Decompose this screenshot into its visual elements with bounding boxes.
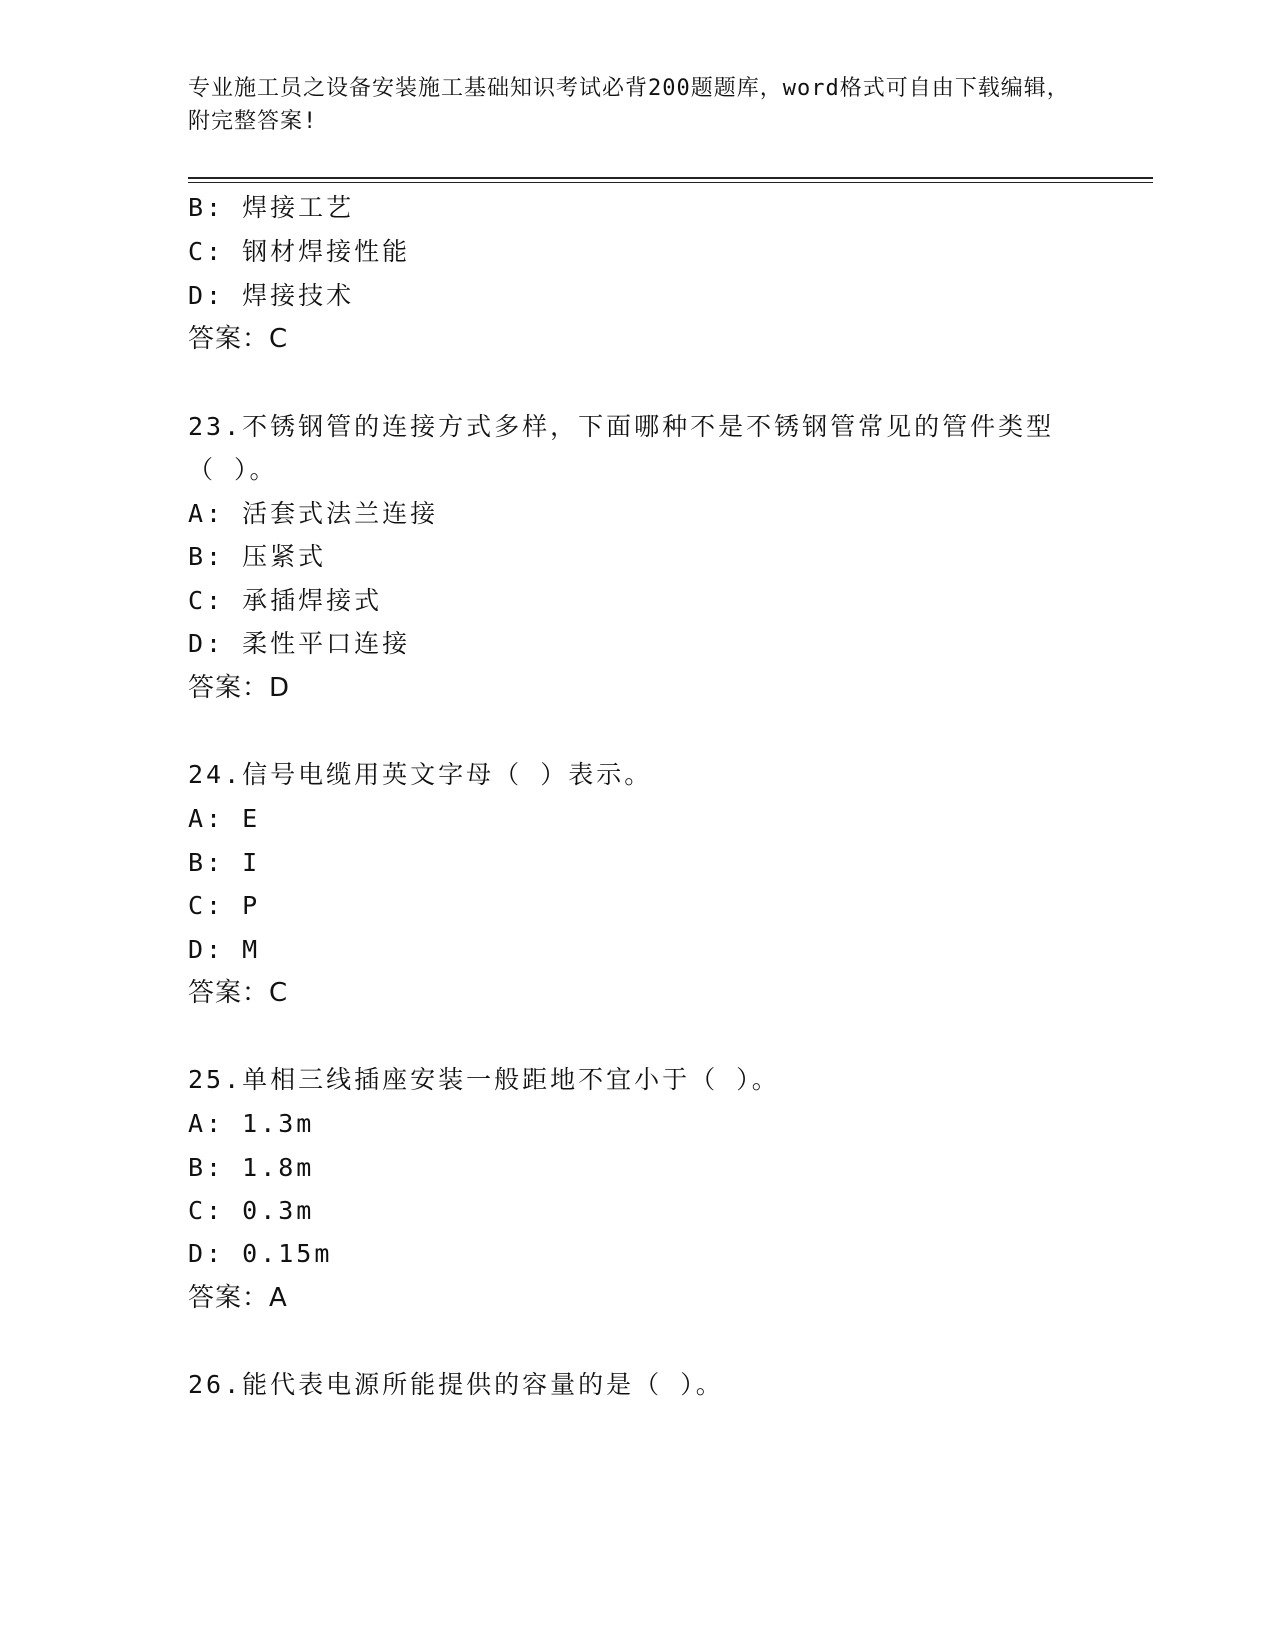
q25-option-a: A: 1.3m <box>188 1109 315 1138</box>
q24-option-a: A: E <box>188 804 261 833</box>
q23-question-cont: （ ）。 <box>188 455 278 484</box>
q24-option-d: D: M <box>188 935 261 964</box>
document-header: 专业施工员之设备安装施工基础知识考试必背200题题库，word格式可自由下载编辑，附完整答案! <box>188 76 1070 134</box>
q26-question: 26.能代表电源所能提供的容量的是（ ）。 <box>188 1370 724 1399</box>
q25-option-d: D: 0.15m <box>188 1239 333 1268</box>
q22-option-d: D: 焊接技术 <box>188 281 355 310</box>
header-divider-thin <box>188 182 1153 183</box>
q24-question: 24.信号电缆用英文字母（ ）表示。 <box>188 760 653 789</box>
q23-answer: 答案：D <box>188 673 291 703</box>
q25-answer: 答案：A <box>188 1283 288 1313</box>
q23-option-b: B: 压紧式 <box>188 542 327 571</box>
q25-option-b: B: 1.8m <box>188 1153 315 1182</box>
q24-answer: 答案：C <box>188 978 289 1008</box>
q22-option-b: B: 焊接工艺 <box>188 193 355 222</box>
q22-option-c: C: 钢材焊接性能 <box>188 237 411 266</box>
q25-question: 25.单相三线插座安装一般距地不宜小于（ ）。 <box>188 1065 780 1094</box>
header-divider-thick <box>188 177 1153 179</box>
q24-option-b: B: I <box>188 848 261 877</box>
q23-question: 23.不锈钢管的连接方式多样，下面哪种不是不锈钢管常见的管件类型 <box>188 412 1055 441</box>
q25-option-c: C: 0.3m <box>188 1196 315 1225</box>
q23-option-a: A: 活套式法兰连接 <box>188 499 439 528</box>
q24-option-c: C: P <box>188 891 261 920</box>
q22-answer: 答案：C <box>188 324 289 354</box>
q23-option-d: D: 柔性平口连接 <box>188 629 411 658</box>
q23-option-c: C: 承插焊接式 <box>188 586 383 615</box>
